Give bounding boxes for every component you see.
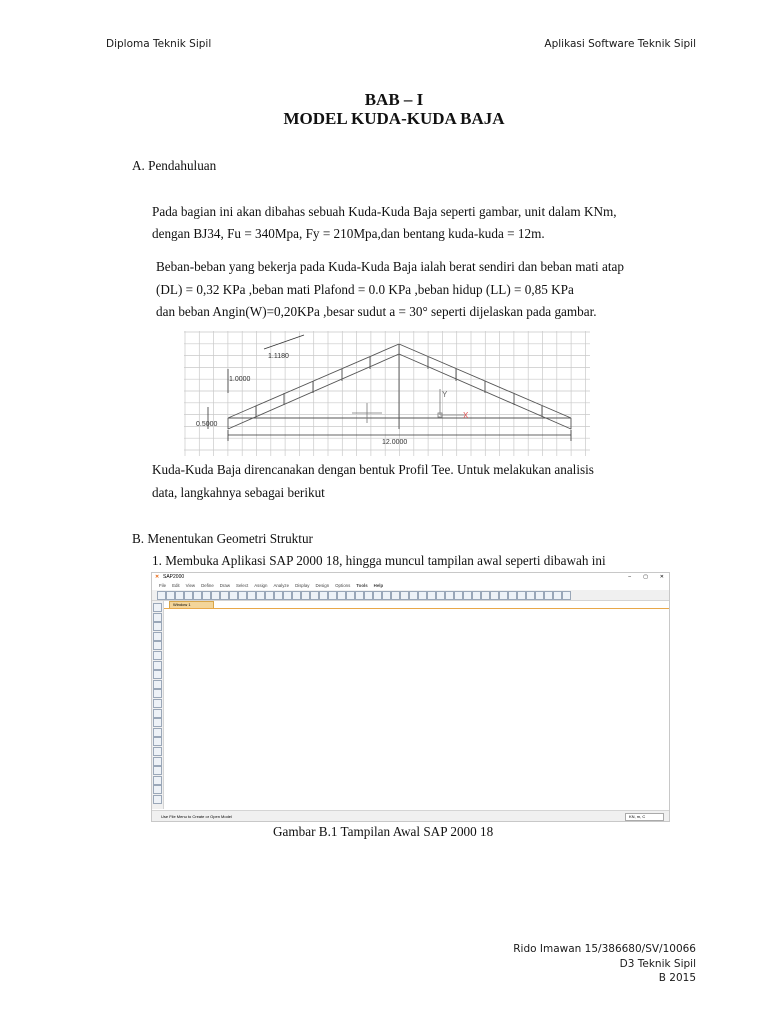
menu-define[interactable]: Define xyxy=(201,583,214,588)
menu-analyze[interactable]: Analyze xyxy=(273,583,290,588)
toolbar-button-icon[interactable] xyxy=(409,591,418,600)
paragraph-2-line-1: Beban-beban yang bekerja pada Kuda-Kuda Baja ialah berat sendiri dan beban mati atap xyxy=(156,259,624,274)
maximize-button[interactable]: ▢ xyxy=(643,574,648,580)
toolbar-button-icon[interactable] xyxy=(175,591,184,600)
dim-panel-label: 1.0000 xyxy=(229,376,251,383)
side-toolbar-button-icon[interactable] xyxy=(153,757,162,766)
toolbar-button-icon[interactable] xyxy=(301,591,310,600)
toolbar-button-icon[interactable] xyxy=(418,591,427,600)
dim-diagonal-label: 1.1180 xyxy=(268,353,289,360)
paragraph-3-line-1: Kuda-Kuda Baja direncanakan dengan bentuk Profil Tee. Untuk melakukan analisis xyxy=(152,462,594,477)
menu-edit[interactable]: Edit xyxy=(172,583,180,588)
minimize-button[interactable]: – xyxy=(628,574,631,580)
dimension-lines xyxy=(208,335,571,441)
side-toolbar-button-icon[interactable] xyxy=(153,689,162,698)
paragraph-2-line-3: dan beban Angin(W)=0,20KPa ,besar sudut a = 30° seperti dijelaskan pada gambar. xyxy=(156,304,597,319)
toolbar-button-icon[interactable] xyxy=(544,591,553,600)
paragraph-3-line-2: data, langkahnya sebagai berikut xyxy=(152,485,325,500)
menu-help[interactable]: Help xyxy=(373,583,384,588)
section-a-heading: A. Pendahuluan xyxy=(132,158,217,173)
toolbar-button-icon[interactable] xyxy=(346,591,355,600)
side-toolbar-button-icon[interactable] xyxy=(153,680,162,689)
toolbar-button-icon[interactable] xyxy=(553,591,562,600)
toolbar-button-icon[interactable] xyxy=(382,591,391,600)
footer-class: B 2015 xyxy=(658,972,696,984)
step-1-text: 1. Membuka Aplikasi SAP 2000 18, hingga muncul tampilan awal seperti dibawah ini xyxy=(152,553,606,568)
side-toolbar-button-icon[interactable] xyxy=(153,747,162,756)
dim-span-label: 12.0000 xyxy=(382,439,408,446)
toolbar-button-icon[interactable] xyxy=(373,591,382,600)
figure-caption: Gambar B.1 Tampilan Awal SAP 2000 18 xyxy=(273,824,494,839)
toolbar-button-icon[interactable] xyxy=(328,591,337,600)
toolbar-button-icon[interactable] xyxy=(445,591,454,600)
truss-figure xyxy=(184,331,590,456)
side-toolbar-button-icon[interactable] xyxy=(153,641,162,650)
toolbar-button-icon[interactable] xyxy=(463,591,472,600)
side-toolbar-button-icon[interactable] xyxy=(153,728,162,737)
menu-draw[interactable]: Draw xyxy=(219,583,231,588)
toolbar-button-icon[interactable] xyxy=(292,591,301,600)
menu-select[interactable]: Select xyxy=(236,583,249,588)
header-left: Diploma Teknik Sipil xyxy=(106,38,212,50)
window-titlebar xyxy=(152,573,669,581)
toolbar-button-icon[interactable] xyxy=(436,591,445,600)
menu-options[interactable]: Options xyxy=(335,583,351,588)
menu-design[interactable]: Design xyxy=(315,583,330,588)
axis-y-label: Y xyxy=(442,390,448,399)
toolbar-button-icon[interactable] xyxy=(310,591,319,600)
toolbar-button-icon[interactable] xyxy=(526,591,535,600)
units-label: KN, m, C xyxy=(629,814,646,819)
paragraph-2-line-2: (DL) = 0,32 KPa ,beban mati Plafond = 0.0 KPa ,beban hidup (LL) = 0,85 KPa xyxy=(156,282,574,297)
side-toolbar-button-icon[interactable] xyxy=(153,718,162,727)
footer-author: Rido Imawan 15/386680/SV/10066 xyxy=(513,943,696,955)
side-toolbar xyxy=(152,601,164,809)
sap-logo-icon: ✕ xyxy=(155,574,160,580)
toolbar-button-icon[interactable] xyxy=(481,591,490,600)
toolbar-button-icon[interactable] xyxy=(472,591,481,600)
side-toolbar-button-icon[interactable] xyxy=(153,632,162,641)
menu-display[interactable]: Display xyxy=(295,583,310,588)
toolbar-button-icon[interactable] xyxy=(508,591,517,600)
side-toolbar-button-icon[interactable] xyxy=(153,766,162,775)
toolbar-button-icon[interactable] xyxy=(283,591,292,600)
header-right: Aplikasi Software Teknik Sipil xyxy=(544,38,696,50)
toolbar-button-icon[interactable] xyxy=(184,591,193,600)
side-toolbar-buttons xyxy=(153,603,162,807)
toolbar-button-icon[interactable] xyxy=(220,591,229,600)
chapter-subtitle: MODEL KUDA-KUDA BAJA xyxy=(283,109,505,128)
grid xyxy=(184,331,590,456)
toolbar-button-icon[interactable] xyxy=(211,591,220,600)
dim-eave-label: 0.5000 xyxy=(196,421,218,428)
section-b-heading: B. Menentukan Geometri Struktur xyxy=(132,531,313,546)
side-toolbar-button-icon[interactable] xyxy=(153,613,162,622)
toolbar-button-icon[interactable] xyxy=(319,591,328,600)
sap2000-window xyxy=(151,572,670,822)
side-toolbar-button-icon[interactable] xyxy=(153,603,162,612)
menu-tools[interactable]: Tools xyxy=(356,583,368,588)
side-toolbar-button-icon[interactable] xyxy=(153,737,162,746)
side-toolbar-button-icon[interactable] xyxy=(153,670,162,679)
toolbar-buttons xyxy=(157,590,567,600)
footer-program: D3 Teknik Sipil xyxy=(619,958,696,970)
menu-bar xyxy=(152,582,670,589)
toolbar-button-icon[interactable] xyxy=(490,591,499,600)
menu-view[interactable]: View xyxy=(185,583,196,588)
status-text: Use File Menu to Create or Open Model xyxy=(161,814,232,819)
toolbar-button-icon[interactable] xyxy=(391,591,400,600)
side-toolbar-button-icon[interactable] xyxy=(153,661,162,670)
side-toolbar-button-icon[interactable] xyxy=(153,709,162,718)
axis-x-label: X xyxy=(463,411,469,420)
window-title: SAP2000 xyxy=(163,574,185,580)
toolbar-button-icon[interactable] xyxy=(256,591,265,600)
toolbar-button-icon[interactable] xyxy=(193,591,202,600)
toolbar-button-icon[interactable] xyxy=(202,591,211,600)
toolbar-button-icon[interactable] xyxy=(229,591,238,600)
menu-assign[interactable]: Assign xyxy=(254,583,268,588)
side-toolbar-button-icon[interactable] xyxy=(153,651,162,660)
side-toolbar-button-icon[interactable] xyxy=(153,795,162,804)
chapter-title: BAB – I xyxy=(364,90,424,109)
toolbar-button-icon[interactable] xyxy=(535,591,544,600)
toolbar-button-icon[interactable] xyxy=(337,591,346,600)
toolbar-button-icon[interactable] xyxy=(364,591,373,600)
toolbar-button-icon[interactable] xyxy=(274,591,283,600)
toolbar-button-icon[interactable] xyxy=(166,591,175,600)
menu-file[interactable]: File xyxy=(159,583,167,588)
toolbar-button-icon[interactable] xyxy=(355,591,364,600)
side-toolbar-button-icon[interactable] xyxy=(153,776,162,785)
paragraph-1-line-2: dengan BJ34, Fu = 340Mpa, Fy = 210Mpa,dan bentang kuda-kuda = 12m. xyxy=(152,226,545,241)
toolbar-button-icon[interactable] xyxy=(517,591,526,600)
paragraph-1-line-1: Pada bagian ini akan dibahas sebuah Kuda-Kuda Baja seperti gambar, unit dalam KNm, xyxy=(152,204,617,219)
side-toolbar-button-icon[interactable] xyxy=(153,622,162,631)
toolbar-button-icon[interactable] xyxy=(400,591,409,600)
toolbar-button-icon[interactable] xyxy=(157,591,166,600)
toolbar-button-icon[interactable] xyxy=(247,591,256,600)
toolbar-button-icon[interactable] xyxy=(454,591,463,600)
side-toolbar-button-icon[interactable] xyxy=(153,699,162,708)
window-tab-label: Window 1 xyxy=(173,602,191,607)
toolbar-button-icon[interactable] xyxy=(562,591,571,600)
toolbar-button-icon[interactable] xyxy=(265,591,274,600)
toolbar-button-icon[interactable] xyxy=(238,591,247,600)
toolbar-button-icon[interactable] xyxy=(499,591,508,600)
toolbar-button-icon[interactable] xyxy=(427,591,436,600)
main-toolbar xyxy=(152,590,669,601)
side-toolbar-button-icon[interactable] xyxy=(153,785,162,794)
model-canvas[interactable] xyxy=(164,609,669,809)
units-dropdown[interactable] xyxy=(625,813,664,821)
close-button[interactable]: ✕ xyxy=(659,574,664,580)
